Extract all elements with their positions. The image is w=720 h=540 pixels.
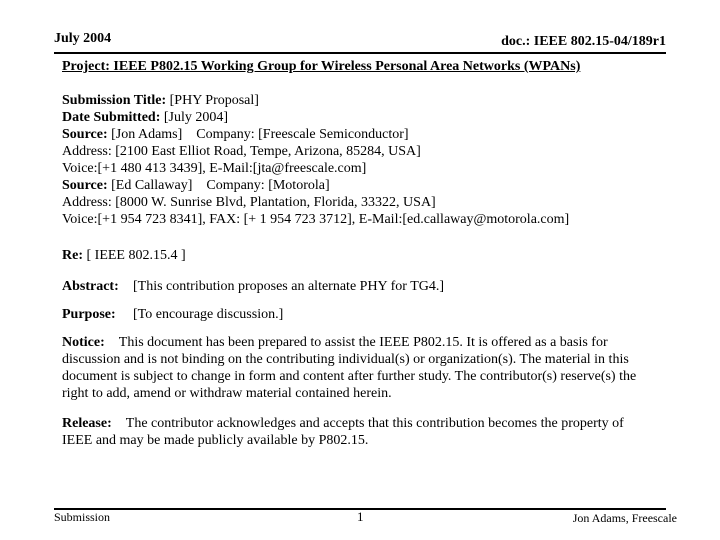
release-paragraph	[62, 415, 644, 449]
re-line	[62, 248, 186, 264]
abstract-label: Abstract:	[62, 279, 119, 294]
source-1-label: Source:	[62, 127, 108, 142]
release-text: The contributor acknowledges and accepts that this contribution becomes the property of IEEE and may be made publicly available by P802.15.	[62, 416, 624, 448]
project-title: Project: IEEE P802.15 Working Group for Wireless Personal Area Networks (WPANs)	[62, 59, 581, 74]
footer-author: Jon Adams, Freescale	[572, 511, 677, 525]
date-submitted-line	[62, 109, 569, 126]
source-2-value: [Ed Callaway] Company: [Motorola]	[107, 178, 330, 193]
source-1-line	[62, 126, 569, 143]
source-2-label: Source:	[62, 178, 108, 193]
submission-title-line	[62, 92, 569, 109]
re-value: [ IEEE 802.15.4 ]	[83, 248, 186, 263]
footer-submission: Submission	[54, 510, 111, 524]
source-1-address: Address: [2100 East Elliot Road, Tempe, Arizona, 85284, USA]	[62, 144, 421, 159]
notice-label: Notice:	[62, 335, 105, 350]
source-1-value: [Jon Adams] Company: [Freescale Semiconductor]	[107, 127, 409, 142]
date-submitted-value: [July 2004]	[160, 110, 229, 125]
date-submitted-label: Date Submitted:	[62, 110, 161, 125]
abstract-value: [This contribution proposes an alternate PHY for TG4.]	[133, 279, 445, 294]
re-label: Re:	[62, 248, 83, 263]
header-doc-id: doc.: IEEE 802.15-04/189r1	[501, 34, 666, 49]
submission-info	[62, 92, 569, 228]
submission-title-value: [PHY Proposal]	[166, 93, 259, 108]
source-1-contact: Voice:[+1 480 413 3439], E-Mail:[jta@freescale.com]	[62, 161, 367, 176]
notice-paragraph	[62, 334, 644, 402]
purpose-line	[62, 307, 283, 323]
source-2-address: Address: [8000 W. Sunrise Blvd, Plantation, Florida, 33322, USA]	[62, 195, 436, 210]
header-divider	[54, 52, 666, 54]
release-label: Release:	[62, 416, 112, 431]
source-2-line	[62, 177, 569, 194]
purpose-value: [To encourage discussion.]	[133, 307, 284, 322]
header-date: July 2004	[54, 31, 112, 46]
abstract-line	[62, 279, 444, 295]
submission-title-label: Submission Title:	[62, 93, 167, 108]
purpose-label: Purpose:	[62, 307, 116, 322]
source-2-contact: Voice:[+1 954 723 8341], FAX: [+ 1 954 723 3712], E-Mail:[ed.callaway@motorola.com]	[62, 212, 570, 227]
footer-page-number: 1	[357, 509, 364, 524]
notice-text: This document has been prepared to assist the IEEE P802.15. It is offered as a basis for discussion and is not binding on the contributing individual(s) or organization(s). The material in this document is subject to change in form and content after further study. The contributor(s) reserve(s) the right to add, amend or withdraw material contained herein.	[62, 335, 637, 401]
